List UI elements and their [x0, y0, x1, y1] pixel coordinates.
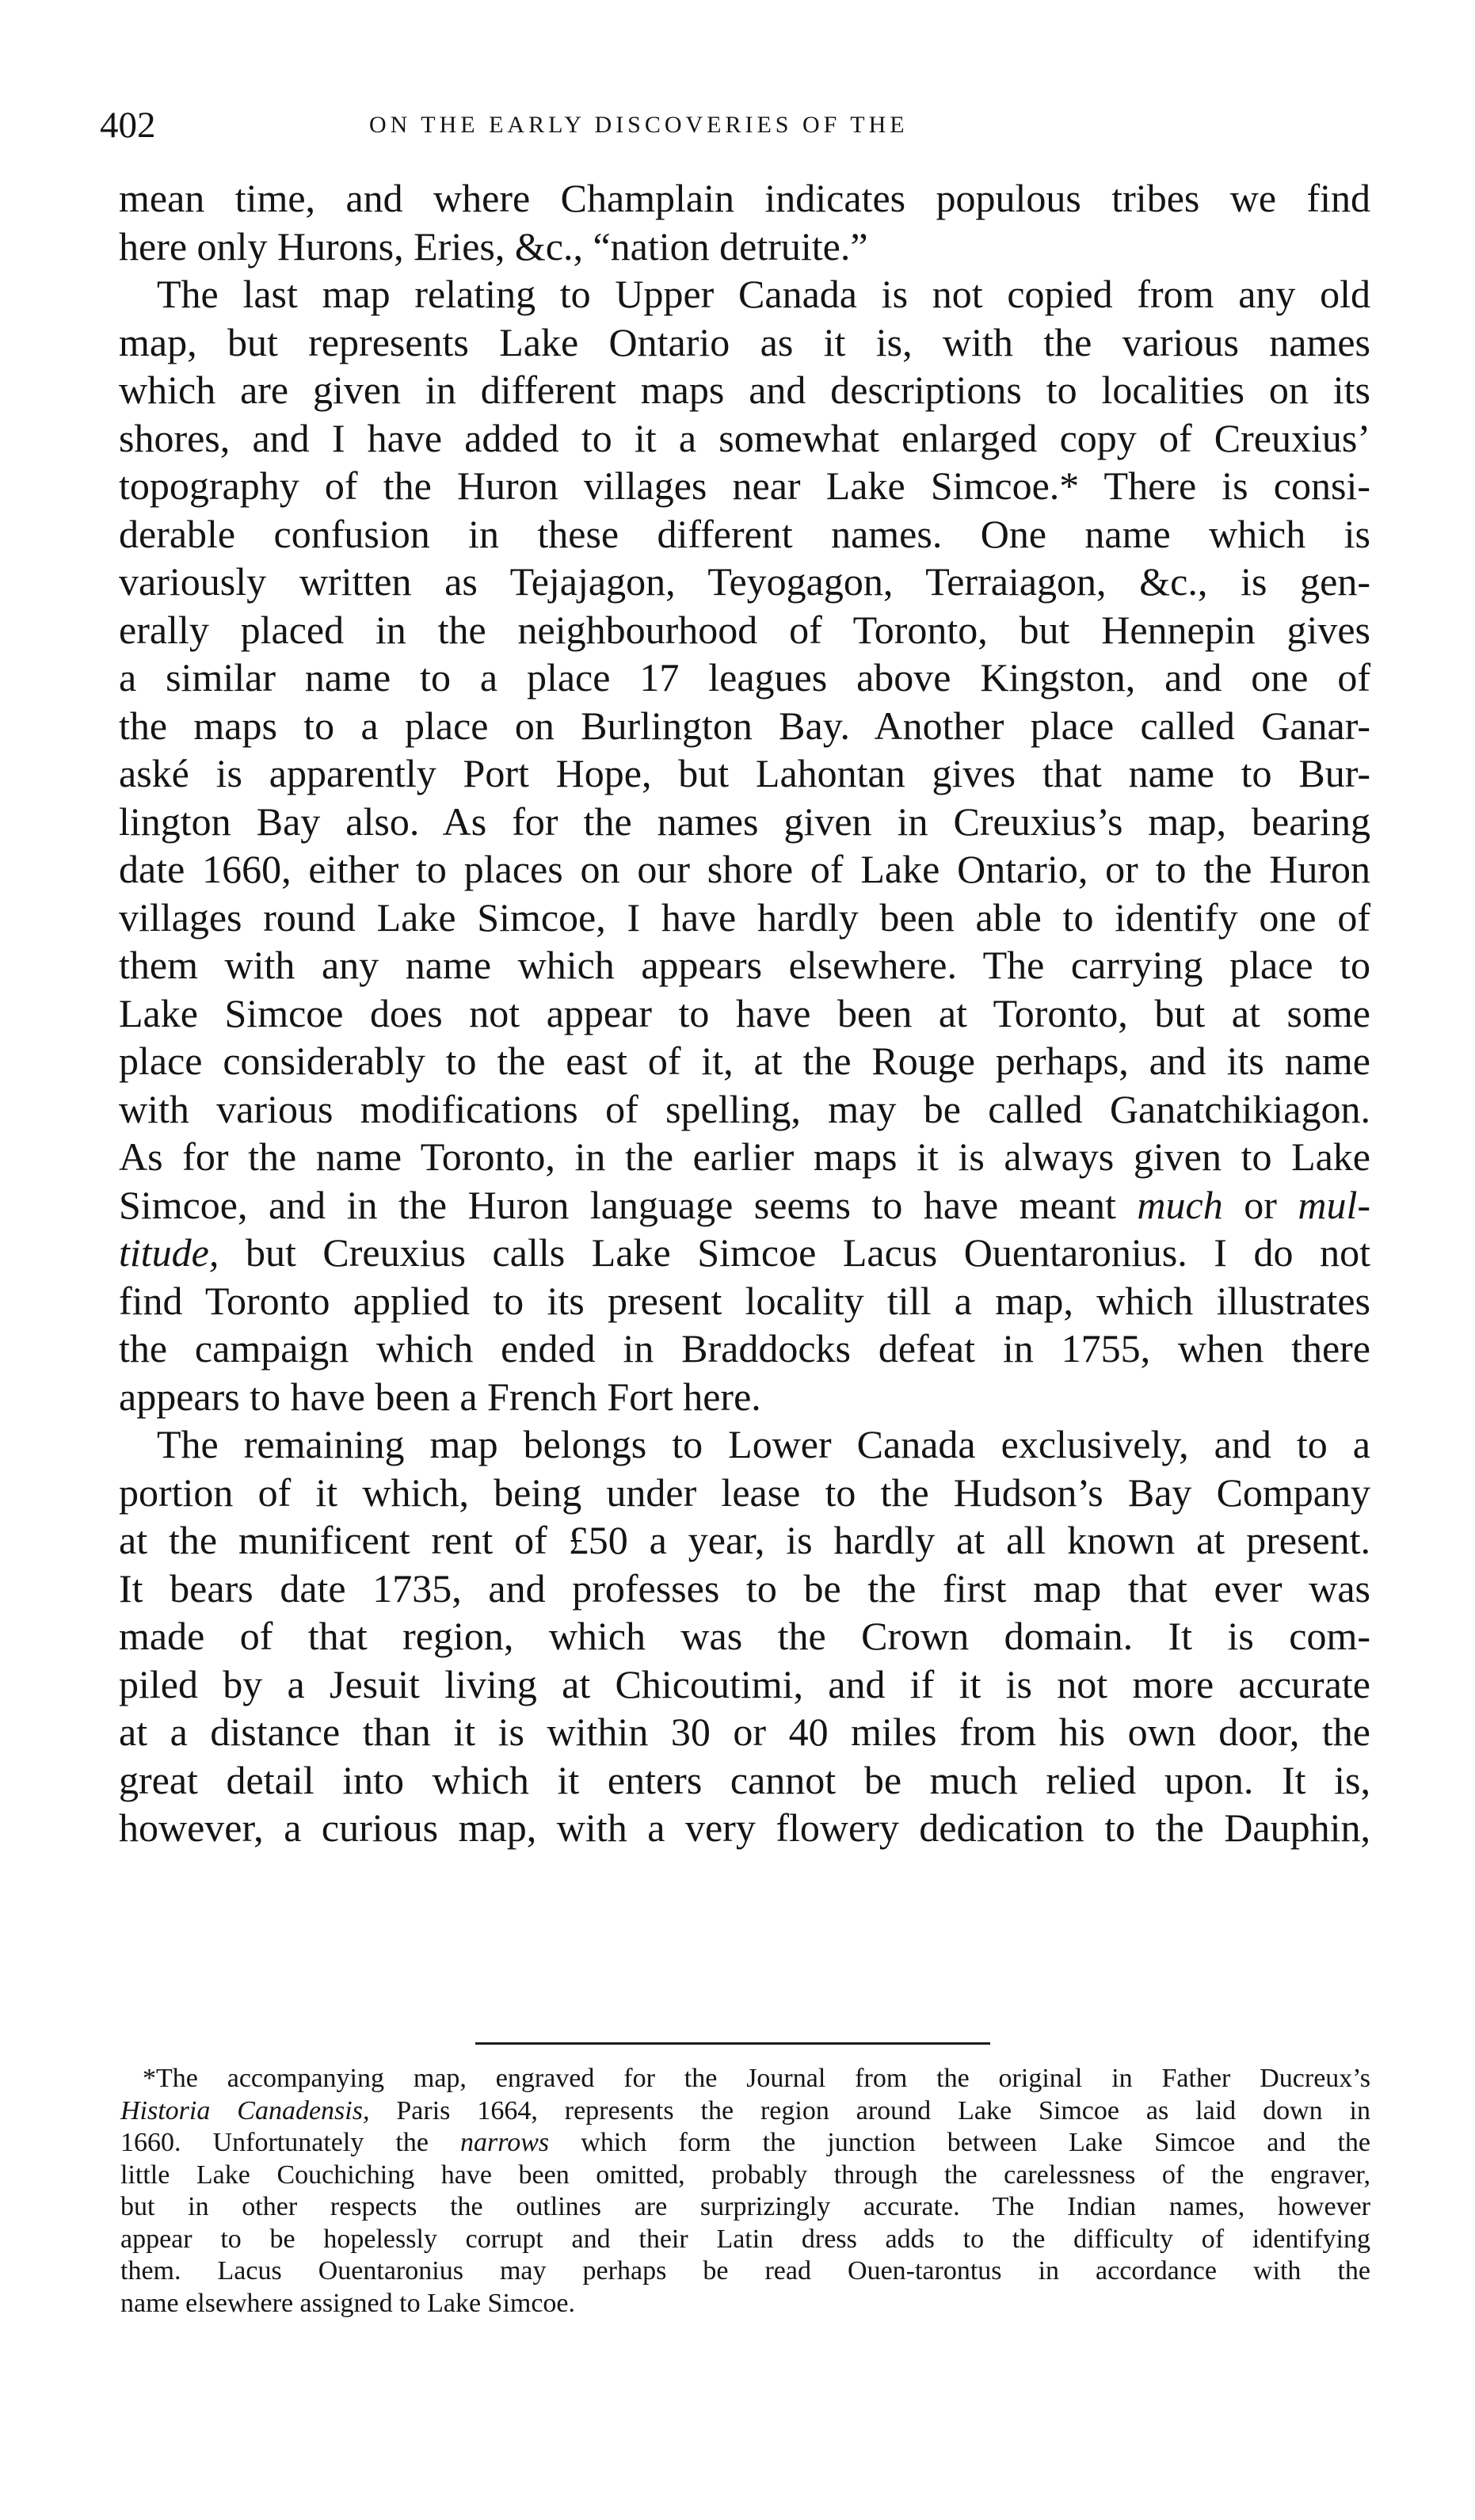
text-line: mean time, and where Champlain indicates populous tribes we find	[119, 176, 1370, 220]
text-line: Lake Simcoe does not appear to have been at Toronto, but at some	[119, 990, 1370, 1035]
body-text	[119, 174, 1370, 1852]
text-line: The last map relating to Upper Canada is not copied from any old	[157, 272, 1370, 316]
text-line: map, but represents Lake Ontario as it is, with the various names	[119, 319, 1370, 364]
footnote-line: 1660. Unfortunately the narrows which form the junction between Lake Simcoe and the	[120, 2128, 1370, 2157]
text-line: with various modifications of spelling, may be called Ganatchikiagon.	[119, 1086, 1370, 1131]
text-line: villages round Lake Simcoe, I have hardly been able to identify one of	[119, 894, 1370, 940]
text-line: erally placed in the neighbourhood of Toronto, but Hennepin gives	[119, 607, 1370, 652]
page-header	[100, 101, 1391, 149]
italic-title: Historia Canadensis,	[120, 2095, 370, 2125]
italic-word: narrows	[460, 2128, 550, 2157]
footnote-line: appear to be hopelessly corrupt and their Latin dress adds to the difficulty of identifying	[120, 2224, 1370, 2254]
text-line: Simcoe, and in the Huron language seems to have meant much or mul-	[119, 1182, 1370, 1227]
footnote	[120, 2063, 1370, 2320]
text-line: great detail into which it enters cannot be much relied upon. It is,	[119, 1757, 1370, 1802]
text-line: shores, and I have added to it a somewhat enlarged copy of Creuxius’	[119, 415, 1370, 460]
text-line: The remaining map belongs to Lower Canada exclusively, and to a	[157, 1422, 1370, 1466]
text-line: appears to have been a French Fort here.	[119, 1374, 761, 1419]
text-line: As for the name Toronto, in the earlier maps it is always given to Lake	[119, 1134, 1370, 1179]
footnote-line: little Lake Couchiching have been omitted, probably through the carelessness of the engraver,	[120, 2160, 1370, 2190]
italic-word: much	[1137, 1182, 1223, 1227]
text-line: piled by a Jesuit living at Chicoutimi, and if it is not more accurate	[119, 1661, 1370, 1706]
text-line: at a distance than it is within 30 or 40 miles from his own door, the	[119, 1710, 1370, 1754]
text-line: which are given in different maps and descriptions to localities on its	[119, 368, 1370, 412]
text-line: portion of it which, being under lease to the Hudson’s Bay Company	[119, 1470, 1370, 1515]
text-line: made of that region, which was the Crown domain. It is com-	[119, 1614, 1370, 1658]
running-head: ON THE EARLY DISCOVERIES OF THE	[369, 112, 909, 138]
text-line: the maps to a place on Burlington Bay. Another place called Ganar-	[119, 703, 1370, 748]
text-line: aské is apparently Port Hope, but Lahontan gives that name to Bur-	[119, 751, 1370, 795]
text-line: variously written as Tejajagon, Teyogagon, Terraiagon, &c., is gen-	[119, 559, 1370, 604]
footnote-line: them. Lacus Ouentaronius may perhaps be read Ouen-tarontus in accordance with the	[120, 2256, 1370, 2286]
text-line: find Toronto applied to its present locality till a map, which illustrates	[119, 1278, 1370, 1323]
footnote-line: but in other respects the outlines are surprizingly accurate. The Indian names, however	[120, 2192, 1370, 2221]
text-line: derable confusion in these different names. One name which is	[119, 511, 1370, 556]
page-number: 402	[100, 105, 156, 146]
text-line: at the munificent rent of £50 a year, is hardly at all known at present.	[119, 1518, 1370, 1562]
footnote-line: *The accompanying map, engraved for the Journal from the original in Father Ducreux’s	[143, 2064, 1370, 2093]
text-line: the campaign which ended in Braddocks defeat in 1755, when there	[119, 1326, 1370, 1371]
text-line: lington Bay also. As for the names given in Creuxius’s map, bearing	[119, 799, 1370, 844]
text-line: topography of the Huron villages near Lake Simcoe.* There is consi-	[119, 463, 1370, 508]
text-line: It bears date 1735, and professes to be the first map that ever was	[119, 1565, 1370, 1611]
text-line: titude, but Creuxius calls Lake Simcoe Lacus Ouentaronius. I do not	[119, 1230, 1370, 1275]
footnote-line: Historia Canadensis, Paris 1664, represents the region around Lake Simcoe as laid down in	[120, 2095, 1370, 2125]
footnote-rule	[475, 2042, 990, 2045]
italic-word: titude,	[119, 1230, 219, 1275]
italic-word: mul-	[1298, 1182, 1370, 1227]
text-line: here only Hurons, Eries, &c., “nation detruite.”	[119, 223, 868, 269]
text-line: a similar name to a place 17 leagues above Kingston, and one of	[119, 655, 1370, 700]
text-line: however, a curious map, with a very flowery dedication to the Dauphin,	[119, 1805, 1370, 1850]
text-line: them with any name which appears elsewhere. The carrying place to	[119, 943, 1370, 987]
footnote-line: name elsewhere assigned to Lake Simcoe.	[120, 2288, 576, 2318]
text-line: place considerably to the east of it, at the Rouge perhaps, and its name	[119, 1039, 1370, 1083]
text-line: date 1660, either to places on our shore of Lake Ontario, or to the Huron	[119, 847, 1370, 891]
